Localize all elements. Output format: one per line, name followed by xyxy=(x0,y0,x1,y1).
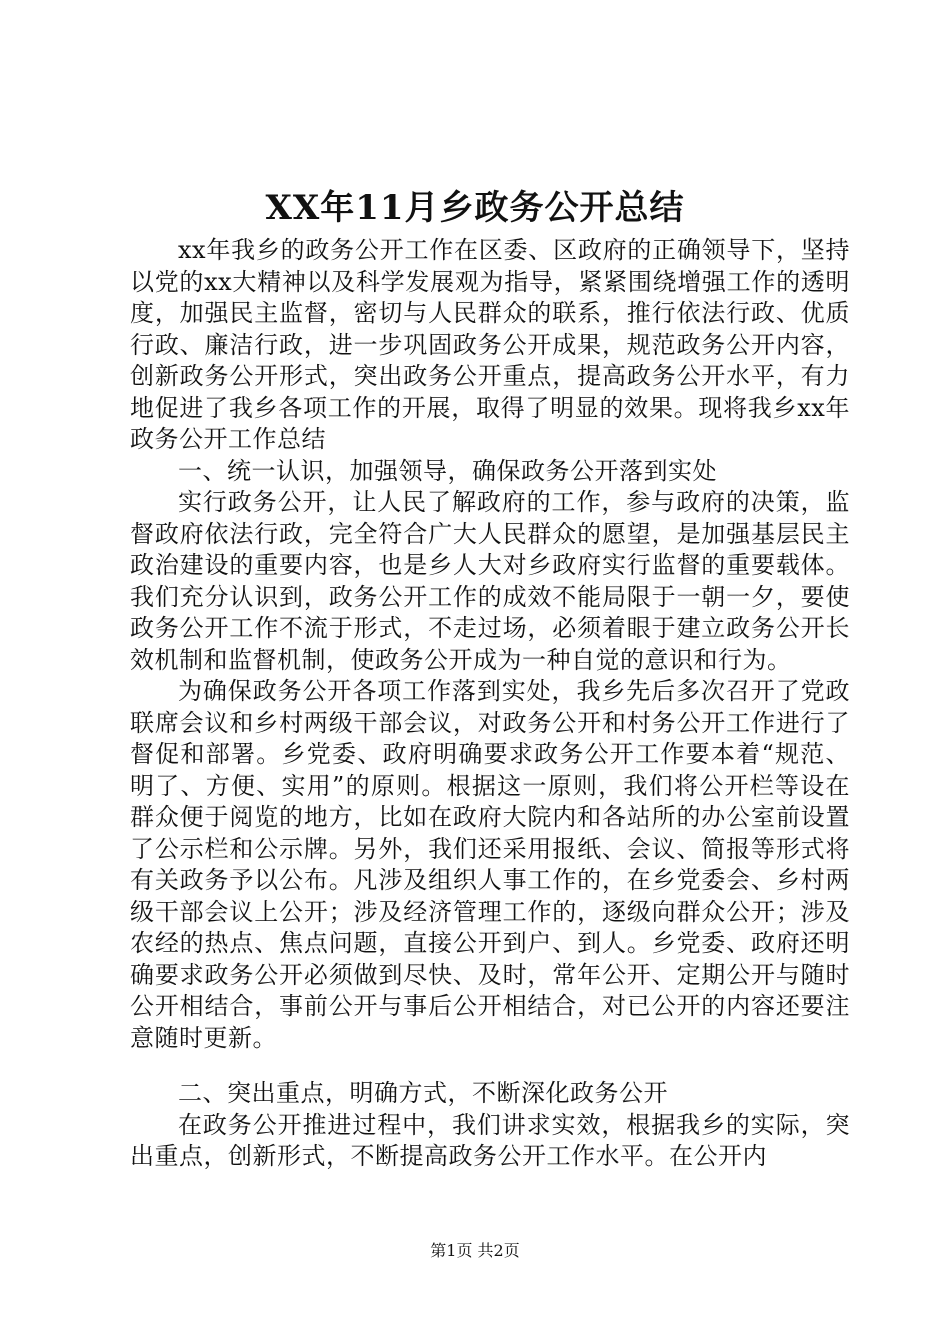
section-heading-2: 二、突出重点，明确方式，不断深化政务公开 xyxy=(178,1079,668,1107)
document-body xyxy=(130,235,850,1173)
paragraph-section-1-b: 为确保政务公开各项工作落到实处，我乡先后多次召开了党政联席会议和乡村两级干部会议，对政务公开和村务公开工作进行了督促和部署。乡党委、政府明确要求政务公开工作要本着“规范、明了、方便、实用”的原则。根据这一原则，我们将公开栏等设在群众便于阅览的地方，比如在政府大院内和各站所的办公室前设置了公示栏和公示牌。另外，我们还采用报纸、会议、简报等形式将有关政务予以公布。凡涉及组织人事工作的，在乡党委会、乡村两级干部会议上公开；涉及经济管理工作的，逐级向群众公开；涉及农经的热点、焦点问题，直接公开到户、到人。乡党委、政府还明确要求政务公开必须做到尽快、及时，常年公开、定期公开与随时公开相结合，事前公开与事后公开相结合，对已公开的内容还要注意随时更新。 xyxy=(130,677,850,1052)
paragraph-intro: xx年我乡的政务公开工作在区委、区政府的正确领导下，坚持以党的xx大精神以及科学发展观为指导，紧紧围绕增强工作的透明度，加强民主监督，密切与人民群众的联系，推行依法行政、优质行政、廉洁行政，进一步巩固政务公开成果，规范政务公开内容，创新政务公开形式，突出政务公开重点，提高政务公开水平，有力地促进了我乡各项工作的开展，取得了明显的效果。现将我乡xx年政务公开工作总结 xyxy=(130,236,850,453)
paragraph-section-2-a: 在政务公开推进过程中，我们讲求实效，根据我乡的实际，突出重点，创新形式，不断提高政务公开工作水平。在公开内 xyxy=(130,1110,850,1170)
document-title: XX年11月乡政务公开总结 xyxy=(265,188,685,228)
page-number-footer: 第1页 共2页 xyxy=(430,1241,520,1260)
paragraph-section-1-a: 实行政务公开，让人民了解政府的工作，参与政府的决策，监督政府依法行政，完全符合广大人民群众的愿望，是加强基层民主政治建设的重要内容，也是乡人大对乡政府实行监督的重要载体。我们充分认识到，政务公开工作的成效不能局限于一朝一夕，要使政务公开工作不流于形式，不走过场，必须着眼于建立政务公开长效机制和监督机制，使政务公开成为一种自觉的意识和行为。 xyxy=(130,488,850,674)
paragraph-spacer xyxy=(130,1054,850,1078)
section-heading-1: 一、统一认识，加强领导，确保政务公开落到实处 xyxy=(178,456,717,485)
